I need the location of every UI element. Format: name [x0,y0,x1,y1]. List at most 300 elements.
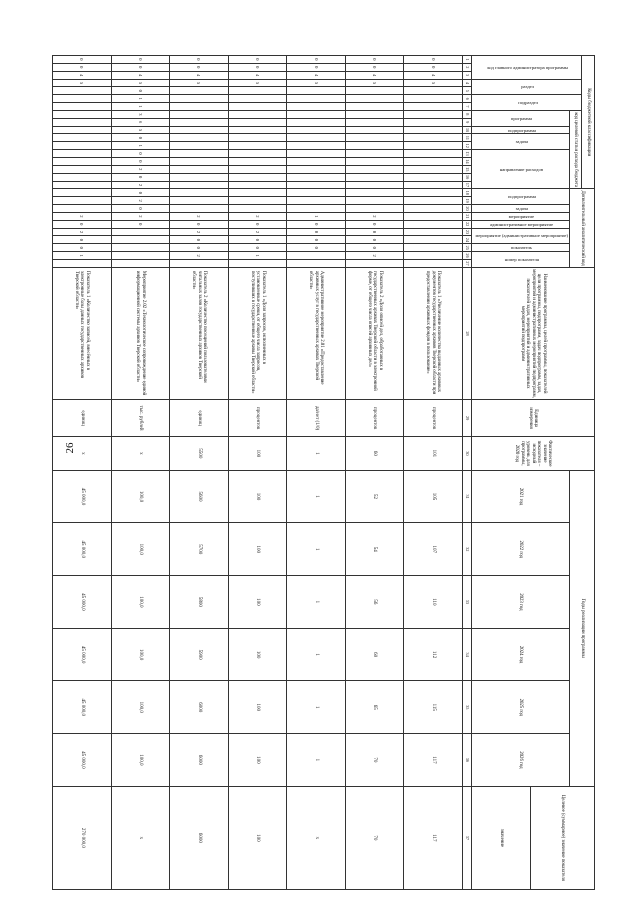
code-cell: 2 [228,228,287,236]
code-cell [170,95,229,103]
code-cell [52,118,111,126]
code-cell: 4 [52,71,111,79]
code-cell: 0 [228,56,287,64]
code-cell [287,150,346,158]
code-cell: 4 [345,71,404,79]
page-number: 26 [64,442,76,454]
code-cell: 0 [345,220,404,228]
unit-cell: единиц [170,400,229,437]
year-value-cell: 5800 [170,576,229,629]
column-index-cell: 12 [462,142,471,150]
unit-cell: да/нет (1/0) [287,400,346,437]
code-cell [404,220,463,228]
year-value-cell: 105 [404,470,463,523]
year-value-cell: 1 [287,523,346,576]
code-cell: 0 [404,63,463,71]
code-cell [170,165,229,173]
year-value-cell: 52 [345,470,404,523]
code-cell: 4 [170,71,229,79]
code-cell [345,126,404,134]
year-value-cell: 45 000,0 [52,470,111,523]
code-cell [404,181,463,189]
code-cell: 2 [345,212,404,220]
event-direction-header: направление расходов [471,150,569,189]
code-cell [111,252,170,260]
column-index-cell: 7 [462,103,471,111]
code-cell [170,173,229,181]
baseline-cell: x [52,437,111,471]
code-cell: 2 [170,212,229,220]
code-cell [287,110,346,118]
unit-cell: процентов [228,400,287,437]
table-row [228,56,287,890]
year-value-cell: 100 [228,470,287,523]
code-cell [404,165,463,173]
year-value-cell: 5900 [170,628,229,681]
code-cell: 0 [404,56,463,64]
code-cell: 0 [52,220,111,228]
baseline-column-header: Фактическое значение показателя – исходный уровень для программы, 2020 год [471,437,594,471]
code-cell [228,118,287,126]
year-2026-header: 2026 год [471,734,569,787]
year-value-cell: 56 [345,576,404,629]
rotated-sheet [73,55,595,890]
column-index-cell: 24 [462,236,471,244]
column-index-cell: 34 [462,628,471,681]
code-cell: 5 [287,79,346,87]
year-value-cell: 65 [345,681,404,734]
column-index-cell: 3 [462,71,471,79]
code-cell [111,244,170,252]
code-cell [228,189,287,197]
year-value-cell: 100,0 [111,470,170,523]
code-cell [404,103,463,111]
year-value-cell: 100 [228,734,287,787]
code-cell [345,173,404,181]
code-cell: 2 [345,252,404,260]
code-cell [404,150,463,158]
code-cell [170,181,229,189]
code-cell [228,259,287,267]
unit-cell: процентов [404,400,463,437]
code-cell [52,205,111,213]
code-cell [345,87,404,95]
code-cell: 2 [111,181,170,189]
year-value-cell: 100,0 [111,576,170,629]
column-index-cell: 22 [462,220,471,228]
table-row [52,56,111,890]
code-cell: 5 [228,79,287,87]
column-index-cell: 36 [462,734,471,787]
code-cell: 5 [111,79,170,87]
task-header: задача [471,134,569,150]
code-cell [228,205,287,213]
code-cell [228,110,287,118]
code-cell [345,157,404,165]
code-cell [228,173,287,181]
code-cell [52,197,111,205]
unit-column-header: Единица измерения [471,400,594,437]
baseline-cell: 5500 [170,437,229,471]
code-cell [52,181,111,189]
year-value-cell: 100,0 [111,628,170,681]
year-value-cell: 1 [287,576,346,629]
code-cell [404,197,463,205]
column-index-cell: 14 [462,157,471,165]
section-header: раздел [471,79,581,95]
code-cell [170,157,229,165]
code-cell [404,189,463,197]
baseline-cell: 1 [287,437,346,471]
final-value-header: значение [471,786,530,889]
code-cell: 5 [111,126,170,134]
column-index-cell: 17 [462,181,471,189]
code-cell: 2 [111,212,170,220]
code-cell [52,173,111,181]
table-row [345,56,404,890]
addl-task-header: задача [471,205,569,213]
code-cell [345,150,404,158]
code-cell [170,126,229,134]
column-index-cell: 30 [462,437,471,471]
column-index-cell: 28 [462,267,471,399]
code-cell [345,95,404,103]
year-value-cell: 110 [404,576,463,629]
column-index-cell: 6 [462,95,471,103]
column-index-cell: 23 [462,228,471,236]
baseline-cell: x [111,437,170,471]
code-cell: 0 [228,63,287,71]
year-value-cell: 5600 [170,470,229,523]
code-cell: 0 [170,236,229,244]
code-cell: 0 [287,228,346,236]
code-cell: 4 [404,71,463,79]
code-cell [287,142,346,150]
column-index-cell: 37 [462,786,471,889]
code-cell [228,197,287,205]
year-value-cell: 100 [228,523,287,576]
column-index-cell: 29 [462,400,471,437]
code-cell [287,189,346,197]
year-value-cell: 1 [287,470,346,523]
code-cell: 0 [111,56,170,64]
code-cell [170,87,229,95]
code-cell [228,142,287,150]
code-cell: 5 [345,79,404,87]
year-2024-header: 2024 год [471,628,569,681]
code-cell [345,205,404,213]
column-index-cell: 35 [462,681,471,734]
code-cell [404,118,463,126]
code-cell [228,95,287,103]
program-table [52,55,595,890]
code-cell [52,134,111,142]
row-name-cell: Мероприятие 2.02 «Технологическое сопровождение единой информационной системы архивов Тверской области» [111,267,170,399]
code-cell: 0 [228,220,287,228]
code-cell [228,103,287,111]
column-index-cell: 31 [462,470,471,523]
year-value-cell: 115 [404,681,463,734]
budget-codes-header: Коды бюджетной классификации [582,56,595,189]
baseline-cell: 60 [345,437,404,471]
code-cell: 5 [404,79,463,87]
column-index-cell: 15 [462,165,471,173]
year-value-cell: 100 [228,576,287,629]
code-cell: 4 [287,71,346,79]
final-value-cell: 117 [404,786,463,889]
table-body [52,56,462,890]
code-cell [404,95,463,103]
addl-event-number-header: мероприятие (административное мероприятие) [471,228,569,244]
year-value-cell: 5700 [170,523,229,576]
final-value-cell: 6000 [170,786,229,889]
code-cell [345,259,404,267]
table-row [170,56,229,890]
year-2021-header: 2021 год [471,470,569,523]
column-index-cell: 10 [462,126,471,134]
code-cell [345,189,404,197]
code-cell: 2 [228,212,287,220]
final-value-cell: x [287,786,346,889]
code-cell [111,228,170,236]
code-cell [287,95,346,103]
code-cell: 1 [228,252,287,260]
code-cell [170,189,229,197]
code-cell [404,236,463,244]
unit-cell: процентов [345,400,404,437]
code-cell [52,157,111,165]
code-cell [170,197,229,205]
column-index-cell: 5 [462,87,471,95]
year-value-cell: 100,0 [111,681,170,734]
code-cell [287,181,346,189]
code-cell: 0 [345,244,404,252]
column-index-cell: 11 [462,134,471,142]
code-cell: 2 [52,228,111,236]
code-cell: 0 [228,244,287,252]
code-cell: 0 [52,56,111,64]
final-value-cell: x [111,786,170,889]
code-cell [345,181,404,189]
code-cell: 0 [287,63,346,71]
code-cell: 1 [287,212,346,220]
code-cell: 2 [111,197,170,205]
code-cell: 0 [52,63,111,71]
code-cell [287,259,346,267]
code-cell [228,126,287,134]
code-cell [404,87,463,95]
year-value-cell: 1 [287,734,346,787]
subsection-header: подраздел [471,95,581,111]
row-name-cell: Показатель 1 «Количество записей, внесённых в электронные базы данных государственных архивов Тверской области» [52,267,111,399]
code-cell [345,103,404,111]
code-cell [345,165,404,173]
subprogram-header: подпрограмма [471,126,569,134]
column-index-cell: 32 [462,523,471,576]
code-cell [52,165,111,173]
year-value-cell: 100,0 [111,523,170,576]
code-cell: 0 [111,189,170,197]
code-cell [404,259,463,267]
year-value-cell: 1 [287,681,346,734]
column-index-cell: 4 [462,79,471,87]
code-cell [287,157,346,165]
code-cell [287,173,346,181]
code-cell [345,110,404,118]
code-cell: 0 [345,56,404,64]
year-value-cell: 45 000,0 [52,734,111,787]
code-cell: 0 [287,236,346,244]
code-cell [287,126,346,134]
addl-subprogram-header: подпрограмма [471,189,569,205]
year-value-cell: 107 [404,523,463,576]
year-value-cell: 60 [345,628,404,681]
code-cell [52,259,111,267]
code-cell: 6 [111,118,170,126]
code-cell: 0 [287,244,346,252]
code-cell [404,252,463,260]
year-value-cell: 6000 [170,681,229,734]
addl-event-header: мероприятие [471,212,569,220]
code-cell: 2 [111,165,170,173]
code-cell [170,205,229,213]
baseline-cell: 100 [228,437,287,471]
code-cell [52,126,111,134]
code-cell: 0 [52,244,111,252]
year-value-cell: 45 000,0 [52,681,111,734]
table-row [111,56,170,890]
row-name-cell: Показатель 2 «Доля описей дел, обработанных в государственных архивах Тверской области в электронной форме, от общего числа описей архивных дел» [345,267,404,399]
code-cell: 0 [111,87,170,95]
name-column-header: Наименование программы, целей программы, показателей цели программы, подпрограмм, задач подпрограмм, задач, мероприятий и административных мероприятий подпрограмм, показателей задач, мероприятий и административных мероприятий подпрограмм [471,267,594,399]
year-value-cell: 6000 [170,734,229,787]
addl-indicator-number-header: номер показателя [471,252,569,268]
program-table-sheet [73,55,595,890]
table-row [287,56,346,890]
code-cell [287,118,346,126]
code-cell [170,150,229,158]
year-value-cell: 112 [404,628,463,681]
year-2022-header: 2022 год [471,523,569,576]
code-cell [52,87,111,95]
row-name-cell: Показатель 1 «Доля запросов, исполненных в установленные сроки, от общего числа запросов, поступивших в государственные архивы Тверской области» [228,267,287,399]
code-cell [404,205,463,213]
code-cell [287,165,346,173]
column-index-cell: 33 [462,576,471,629]
additional-code-header: Дополнительный аналитический код [570,189,595,268]
target-article-header: код целевой статьи расхода бюджета [570,110,582,188]
code-cell [287,205,346,213]
column-index-cell: 27 [462,259,471,267]
code-cell [345,118,404,126]
code-cell: 2 [170,252,229,260]
column-index-cell: 26 [462,252,471,260]
column-index-row [462,56,471,890]
year-value-cell: 100 [228,681,287,734]
code-cell: 0 [345,63,404,71]
code-cell [170,259,229,267]
addl-indicator-header: показатель [471,244,569,252]
row-name-cell: Показатель 2 «Количество посещений пользователями читальных залов государственных архивов Тверской области» [170,267,229,399]
code-cell: 0 [111,157,170,165]
year-value-cell: 70 [345,734,404,787]
year-2023-header: 2023 год [471,576,569,629]
code-cell [111,259,170,267]
code-cell [52,95,111,103]
code-cell: 0 [345,228,404,236]
code-cell: 0 [111,150,170,158]
column-index-cell: 16 [462,173,471,181]
code-cell: 2 [52,212,111,220]
code-cell: 0 [170,63,229,71]
year-value-cell: 117 [404,734,463,787]
unit-cell: тыс. рублей [111,400,170,437]
code-cell [345,197,404,205]
code-cell [228,181,287,189]
years-group-header: Годы реализации программы [570,470,595,786]
code-cell: 0 [111,63,170,71]
code-cell [52,150,111,158]
year-value-cell: 1 [287,628,346,681]
column-index-cell: 20 [462,205,471,213]
code-cell: 0 [111,220,170,228]
code-cell: 5 [52,79,111,87]
code-cell [228,134,287,142]
addl-admin-event-header: административное мероприятие [471,220,569,228]
column-index-cell: 1 [462,56,471,64]
code-cell [404,134,463,142]
program-header: программа [471,110,569,126]
code-cell [345,142,404,150]
year-value-cell: 45 000,0 [52,628,111,681]
code-cell [404,173,463,181]
column-index-cell: 9 [462,118,471,126]
code-cell [404,126,463,134]
column-index-cell: 18 [462,189,471,197]
code-cell [404,110,463,118]
year-value-cell: 45 000,0 [52,576,111,629]
code-cell [404,228,463,236]
code-cell: 0 [228,236,287,244]
baseline-cell: 101 [404,437,463,471]
code-cell: 0 [52,236,111,244]
final-group-header: Целевое (суммарное) значение показателя [530,786,594,889]
year-2025-header: 2025 год [471,681,569,734]
code-cell: 1 [52,252,111,260]
column-index-cell: 25 [462,244,471,252]
code-cell: 4 [111,71,170,79]
code-cell [287,252,346,260]
final-value-cell: 70 [345,786,404,889]
code-cell [228,157,287,165]
code-cell: 0 [111,205,170,213]
code-cell: 5 [170,79,229,87]
code-cell [228,87,287,95]
row-name-cell: Административное мероприятие 2.01 «Предоставление архивных услуг в государственных архивах Тверской области» [287,267,346,399]
code-cell [287,134,346,142]
final-value-cell: 100 [228,786,287,889]
table-row [404,56,463,890]
code-cell [111,236,170,244]
code-cell [52,142,111,150]
final-value-cell: 270 000,0 [52,786,111,889]
column-index-cell: 8 [462,110,471,118]
code-cell: 0 [111,134,170,142]
code-cell [170,142,229,150]
code-cell: 0 [170,56,229,64]
unit-cell: единиц [52,400,111,437]
code-cell: 0 [170,244,229,252]
